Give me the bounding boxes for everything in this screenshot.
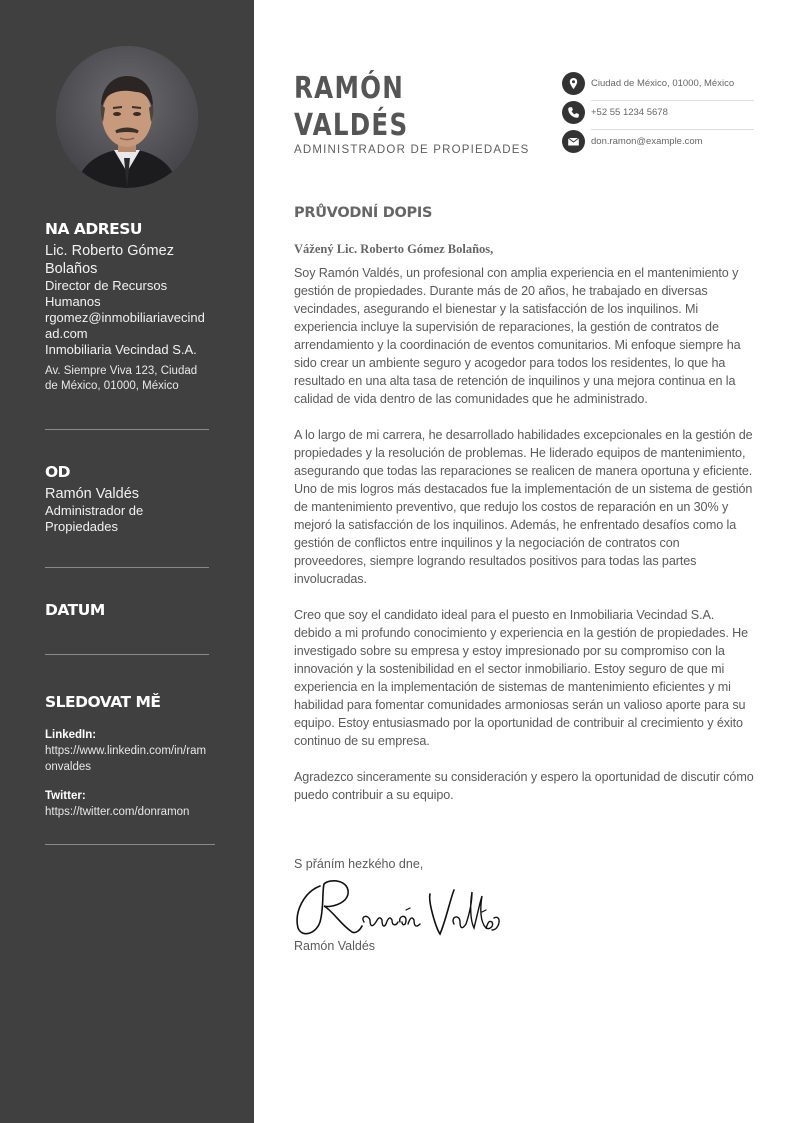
linkedin-link[interactable]: https://www.linkedin.com/in/ramonvaldes [45, 745, 207, 773]
profile-photo [56, 46, 198, 188]
signature-image [290, 872, 520, 942]
map-pin-icon [562, 72, 585, 95]
applicant-name [294, 70, 408, 144]
recipient-company: Inmobiliaria Vecindad S.A. [45, 342, 197, 357]
from-name: Ramón Valdés [45, 486, 140, 502]
envelope-icon [562, 130, 585, 153]
paragraph: A lo largo de mi carrera, he desarrollado habilidades excepcionales en la gestión de propiedades y la resolución de problemas. He liderado equipos de mantenimiento, asegurando que todas las reparaciones se realicen de manera oportuna y eficiente. Uno de mis logros más destacados fue la implementación de un sistema de gestión de mantenimiento preventivo, que redujo los costos de reparación en un 30% y mejoró la satisfacción de los inquilinos. Además, he enfrentado desafíos como la gestión de conflictos entre inquilinos y la negociación de contratos con proveedores, siempre logrando resultados positivos para todas las partes involucradas. [294, 428, 753, 586]
paragraph: Soy Ramón Valdés, un profesional con amplia experiencia en el mantenimiento y gestión de propiedades. Durante más de 20 años, he trabajado en diversas vecindades, asegurando el bienestar y la satisfacción de los inquilinos. Mi experiencia incluye la supervisión de reparaciones, la gestión de contratos de arrendamiento y la coordinación de eventos comunitarios. Mi enfoque siempre ha sido crear un ambiente seguro y acogedor para todos los residentes, lo que ha resultado en una alta tasa de retención de inquilinos y una mejora continua en la calidad de vida dentro de las comunidades que he administrado. [294, 266, 741, 406]
divider [45, 567, 209, 568]
signed-name: Ramón Valdés [294, 939, 376, 953]
recipient-name: Lic. Roberto Gómez Bolaños [45, 243, 174, 277]
paragraph: Creo que soy el candidato ideal para el puesto en Inmobiliaria Vecindad S.A. debido a mi profundo conocimiento y experiencia en la gestión de propiedades. He investigado sobre su empresa y estoy impresionado por su compromiso con la innovación y la sostenibilidad en el sector inmobiliario. Estoy seguro de que mi experiencia en la implementación de sistemas de mantenimiento eficientes y mi habilidad para fomentar comunidades armoniosas serán un valioso aporte para su equipo. Estoy entusiasmado por la oportunidad de contribuir al crecimiento y éxito continuo de su empresa. [294, 608, 749, 748]
name-line-1: RAMÓN [294, 71, 405, 106]
divider [45, 429, 209, 430]
from-role: Administrador de Propiedades [45, 503, 144, 534]
date-section [45, 600, 210, 620]
divider [45, 844, 215, 845]
sidebar [0, 0, 254, 1123]
phone-icon [562, 101, 585, 124]
email-text[interactable]: don.ramon@example.com [591, 136, 703, 147]
follow-heading: SLEDOVAT MĚ [45, 693, 161, 711]
recipient-role: Director de Recursos Humanos [45, 278, 168, 309]
recipient-address: Av. Siempre Viva 123, Ciudad de México, 01000, México [45, 365, 198, 392]
linkedin-label: LinkedIn: [45, 729, 97, 741]
paragraph: Agradezco sinceramente su consideración y espero la oportunidad de discutir cómo puedo contribuir a su equipo. [294, 770, 754, 802]
twitter-label: Twitter: [45, 790, 86, 802]
section-title: PRŮVODNÍ DOPIS [294, 205, 433, 221]
date-heading: DATUM [45, 601, 105, 619]
follow-section [45, 692, 210, 820]
portrait-image [56, 46, 198, 188]
letter-body [294, 264, 754, 822]
from-section [45, 462, 210, 535]
from-heading: OD [45, 463, 71, 481]
twitter-link[interactable]: https://twitter.com/donramon [45, 806, 190, 818]
recipient-section [45, 219, 210, 394]
closing: S přáním hezkého dne, [294, 857, 424, 871]
name-line-2: VALDÉS [294, 108, 409, 143]
address-text: Ciudad de México, 01000, México [591, 78, 735, 89]
contact-email [562, 130, 754, 159]
applicant-title: ADMINISTRADOR DE PROPIEDADES [294, 144, 530, 156]
greeting: Vážený Lic. Roberto Gómez Bolaños, [294, 242, 494, 256]
divider [45, 654, 209, 655]
phone-text[interactable]: +52 55 1234 5678 [591, 107, 668, 118]
recipient-heading: NA ADRESU [45, 220, 142, 238]
recipient-email[interactable]: rgomez@inmobiliariavecindad.com [45, 310, 205, 341]
contact-phone [562, 101, 754, 130]
contact-address [562, 72, 754, 101]
